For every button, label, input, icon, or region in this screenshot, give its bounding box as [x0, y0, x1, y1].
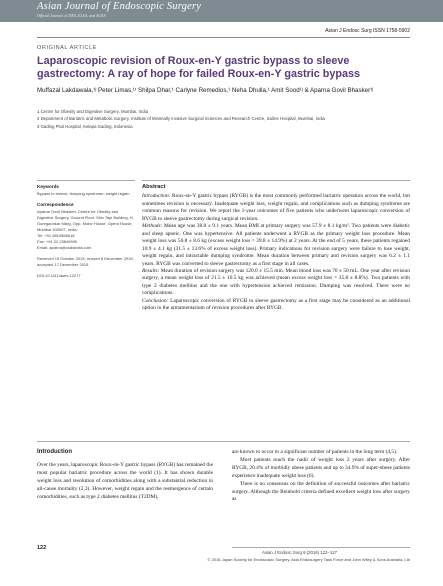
- received-dates: Received 19 October 2015; revised 8 December 2015; accepted 17 December 2015: [37, 256, 134, 267]
- correspondence-address: Aparna Govil Bhasker, Centre for Obesity and Digestive Surgery, Ground Floor, Shiv Tapi Building, H. Goregaonkar Marg, Opp. Motor House, Opera House, Mumbai 400007, India.: [37, 209, 134, 232]
- body-divider: [37, 441, 410, 442]
- abstract-intro-text: Roux-en-Y gastric bypass (RYGB) is the most commonly performed bariatric operation across the world, but sometimes revision is necessary. Inadequate weight loss, weight regain, and complications such as dumping syndrome are common reasons for revision. We report the 1-year outcomes of five patients who underwent laparoscopic conversion of RYGB to sleeve gastrectomy during surgical revision.: [142, 193, 410, 222]
- issn-line: Asian J Endosc Surg ISSN 1758-5902: [325, 28, 410, 34]
- correspondence-heading: Correspondence: [37, 202, 74, 207]
- article-title: Laparoscopic revision of Roux-en-Y gastric bypass to sleeve gastrectomy: A ray of hope for failed Roux-en-Y gastric bypass: [37, 55, 360, 80]
- intro-paragraph-1-cont: are known to occur in a significant number of patients in the long term (4,5).: [232, 449, 398, 455]
- abstract-methods-label: Methods:: [142, 223, 163, 230]
- article-type: ORIGINAL ARTICLE: [37, 45, 98, 51]
- affiliations: [37, 109, 412, 131]
- correspondence-tel: Tel: +91 9819566618: [37, 233, 75, 238]
- abstract-results-label: Results:: [142, 267, 160, 274]
- intro-paragraph-1: Over the years, laparoscopic Roux-en-Y gastric bypass (RYGB) has remained the most popular bariatric procedure across the world (1). It has shown durable weight loss and resolution of comorbidities along with a substantial reduction in all-cause mortality (2,3). However, weight regain and the reemergence of certain comorbidities, such as type 2 diabetes mellitus (T2DM),: [37, 462, 213, 500]
- abstract-divider: [142, 180, 410, 181]
- author-list: Muffazal Lakdawala,¹ʲ Peter Limas,¹ʳ Shilpa Dhar,¹ Carlyne Remedios,¹ Neha Dhulla,¹ Amit Sood¹ʲ & Aparna Govil Bhasker¹ʲ: [37, 87, 374, 94]
- affiliation-1: 1 Centre for Obesity and Digestive Surgery, Mumbai, India: [37, 109, 148, 114]
- abstract-conclusion-label: Conclusion:: [142, 297, 169, 304]
- abstract-results: [142, 268, 410, 298]
- abstract: [142, 184, 410, 313]
- abstract-methods: [142, 223, 410, 268]
- abstract-methods-text: Mean age was 38.8 ± 9.1 years. Mean BMI at primary surgery was 57.9 ± 8.1 kg/m². Two patients were diabetic and sleep apneic. One was hypertensive. All patients underwent a RYGB as the primary weight loss procedure. Mean weight loss was 56.8 ± 8.6 kg (excess weight loss = 39.8 ± 14.9%) at 2 years. At the end of 5 years, these patients regained 10.9 ± 4.1 kg (31.5 ± 13.6% of excess weight loss). Primary indications for revision surgery were failure to lose weight, weight regain, and intractable dumping syndrome. Mean duration between primary and revision surgery was 6.2 ± 1.1 years. RYGB was converted to sleeve gastrectomy as a first stage in all cases.: [142, 223, 410, 267]
- journal-banner: [0, 0, 443, 22]
- intro-paragraph-2: Most patients reach the nadir of weight loss 2 years after surgery. After RYGB, 20.4% of morbidly obese patients and up to 34.9% of super-obese patients experience inadequate weight loss (6).: [232, 456, 410, 479]
- doi-link[interactable]: DOI:10.1111/ases.12277: [37, 273, 81, 278]
- keywords-text: Bypass to sleeve; dumping syndrome; weight regain: [37, 191, 130, 196]
- abstract-intro-label: Introduction:: [142, 193, 171, 200]
- affiliation-3: 3 Gading Pluit Hospital, Kelapa Gading, Indonesia: [37, 123, 133, 129]
- journal-title: Asian Journal of Endoscopic Surgery: [37, 1, 202, 12]
- abstract-heading: Abstract: [142, 184, 166, 190]
- abstract-conclusion: [142, 298, 410, 313]
- page-number: 122: [37, 545, 47, 551]
- introduction-heading: Introduction: [37, 449, 72, 455]
- intro-paragraph-3: There is no consensus on the definition of successful outcomes after bariatric surgery. Although the Reinhold criteria defined excellent weight loss after surgery as: [232, 480, 410, 503]
- correspondence-email[interactable]: Email: aparna@codsindia.com: [37, 245, 92, 250]
- article-sidebar: [37, 184, 135, 284]
- abstract-introduction: [142, 193, 410, 223]
- keywords-heading: Keywords: [37, 184, 59, 189]
- abstract-conclusion-text: Laparoscopic conversion of RYGB to sleeve gastrectomy as a first stage may be considered as an additional option in the armamentarium of revision procedures after RYGB.: [142, 297, 410, 312]
- footer-citation: Asian J Endosc Surg 9 (2016) 122–127: [262, 550, 338, 555]
- correspondence-fax: Fax: +91 22 23649930: [37, 239, 78, 244]
- body-column-left: [37, 462, 213, 502]
- footer-copyright: © 2016 Japan Society for Endoscopic Surgery, Asia Endosurgery Task Force and John Wiley & Sons Australia, Ltd: [207, 557, 410, 562]
- body-column-right: [232, 449, 410, 504]
- header-divider: [37, 37, 410, 38]
- journal-subtitle: Official Journal of JSES, ELSA, and ACES: [37, 13, 106, 18]
- affiliation-2: 2 Department of Bariatric and Metabolic Surgery, Institute of Minimally Invasive Surgical Sciences and Research Centre, Saifee Hospital, Mumbai, India: [37, 116, 325, 122]
- footer-divider: [232, 547, 410, 548]
- sidebar-divider: [37, 180, 135, 181]
- abstract-results-text: Mean duration of revision surgery was 120.0 ± 15.5 min. Mean blood loss was 70 ± 50 mL. One year after revision surgery, a mean weight loss of 21.5 ± 10.5 kg was achieved (mean excess weight loss = 35.8 ± 8.8%). Two patients with type 2 diabetes mellitus and the one with hypertension achieved remission. Dumping was resolved. There were no complications.: [142, 267, 410, 297]
